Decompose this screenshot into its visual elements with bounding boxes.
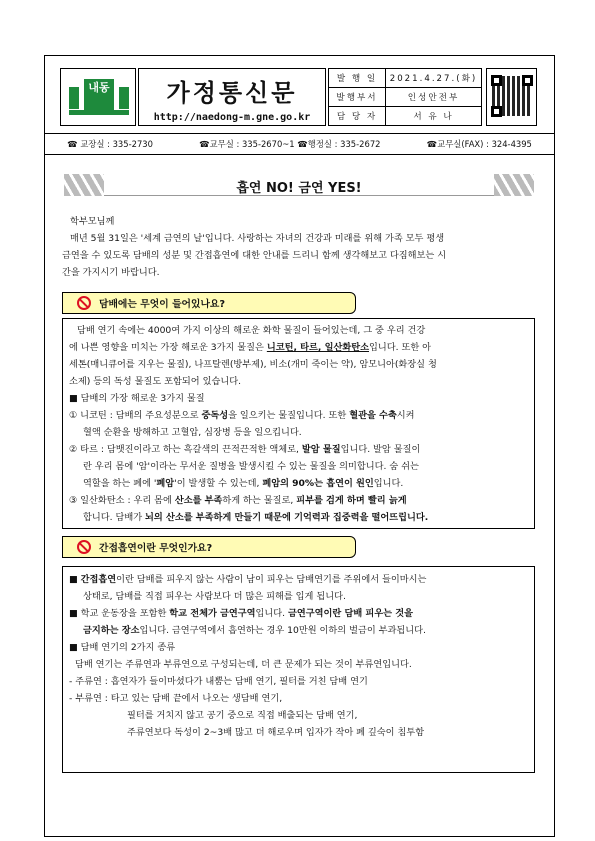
contact-bar [44,133,555,155]
secondhand-box: ■ 간접흡연이란 담배를 피우지 않는 사람이 남이 피우는 담배연기를 주위에서 들이마시는 상태로, 담배를 직접 피우는 사람보다 더 많은 피해를 입게 됩니다. ■ 학교 운동장을 포함한 학교 전체가 금연구역입니다. 금연구역이란 담배 피우는 것을 금지하는 장소입니다. 금연구역에서 흡연하는 경우 10만원 이하의 벌금이 부과됩니다. ■ 담배 연기의 2가지 종류 담배 연기는 주류연과 부류연으로 구성되는데, 더 큰 문제가 되는 것이 부류연입니다. - 주류연 : 흡연자가 들이마셨다가 내뿜는 담배 연기, 필터를 거친 담배 연기 - 부류연 : 타고 있는 담배 끝에서 나오는 생담배 연기, 필터를 거치지 않고 공기 중으로 직접 배출되는 담배 연기, 주류연보다 독성이 2~3배 많고 더 해로우며 입자가 작아 폐 깊숙이 침투함 [62,566,535,773]
contact-office: ☎교무실 : 335-2670~1 ☎행정실 : 335-2672 [199,139,381,149]
ingredients-box: 담배 연기 속에는 4000여 가지 이상의 해로운 화학 물질이 들어있는데, 그 중 우리 건강 에 나쁜 영향을 미치는 가장 해로운 3가지 물질은 니코틴, 타르, 일산화탄소입니다. 또한 아 세톤(매니큐어를 지우는 물질), 나프탈렌(방부제), 비소(개미 죽이는 약), 암모니아(화장실 청 소제) 등의 독성 물질도 포함되어 있습니다. ■ 담배의 가장 해로운 3가지 물질 ① 니코틴 : 담배의 주요성분으로 중독성을 일으키는 물질입니다. 또한 혈관을 수축시켜 혈액 순환을 방해하고 고혈압, 심장병 등을 일으킵니다. ② 타르 : 담뱃진이라고 하는 흑갈색의 끈적끈적한 액체로, 발암 물질입니다. 발암 물질이 란 우리 몸에 '암'이라는 무서운 질병을 발생시킬 수 있는 물질을 의미합니다. 숨 쉬는 역할을 하는 폐에 '폐암'이 발생할 수 있는데, 폐암의 90%는 흡연이 원인입니다. ③ 일산화탄소 : 우리 몸에 산소를 부족하게 하는 물질로, 피부를 검게 하며 빨리 늙게 합니다. 담배가 뇌의 산소를 부족하게 만들기 때문에 기억력과 집중력을 떨어뜨립니다. [62,318,535,529]
section-title-ingredients: 담배에는 무엇이 들어있나요? [62,292,356,314]
intro-paragraph: 매년 5월 31일은 '세계 금연의 날'입니다. 사랑하는 자녀의 건강과 미래를 위해 가족 모두 평생 금연을 수 있도록 담배의 성분 및 간접흡연에 대한 안내를 드리니 함께 생각해보고 다짐해보는 시 간을 가지시기 바랍니다. [62,233,447,278]
meta-value: 2021.4.27.(화) [386,69,482,88]
school-logo [69,79,129,115]
list-head: ■ 담배의 가장 해로운 3가지 물질 [69,393,205,404]
greeting: 학부모님께 [70,216,115,227]
no-smoking-icon [77,296,91,310]
school-url[interactable]: http://naedong-m.gne.go.kr [153,112,311,123]
contact-fax: ☎교무실(FAX) : 324-4395 [426,139,532,149]
meta-value: 인성안전부 [386,88,482,107]
title-box [138,68,326,126]
no-smoking-icon [77,540,91,554]
section-title-secondhand: 간접흡연이란 무엇인가요? [62,536,356,558]
contact-principal: ☎ 교장실 : 335-2730 [67,139,153,149]
letter-header [60,68,537,128]
school-logo-box [60,68,136,126]
item-tar: ② 타르 : 담뱃진이라고 하는 흑갈색의 끈적끈적한 액체로, 발암 물질입니다. 발암 물질이 [69,444,421,455]
headline-banner [64,174,534,196]
qr-code[interactable] [486,68,537,126]
page-title: 가정통신문 [166,79,298,107]
meta-key: 발 행 일 [329,69,386,88]
meta-key: 발행부서 [329,88,386,107]
logo-text: 내동 [84,79,114,115]
issue-meta-table [328,68,482,126]
headline: 흡연 NO! 금연 YES! [236,181,362,196]
meta-value: 서 유 나 [386,107,482,126]
meta-key: 담 당 자 [329,107,386,126]
item-co: ③ 일산화탄소 : 우리 몸에 산소를 부족하게 하는 물질로, 피부를 검게 하며 빨리 늙게 [69,495,407,506]
item-nicotine: ① 니코틴 : 담배의 주요성분으로 중독성을 일으키는 물질입니다. 또한 혈관을 수축시켜 [69,410,415,421]
